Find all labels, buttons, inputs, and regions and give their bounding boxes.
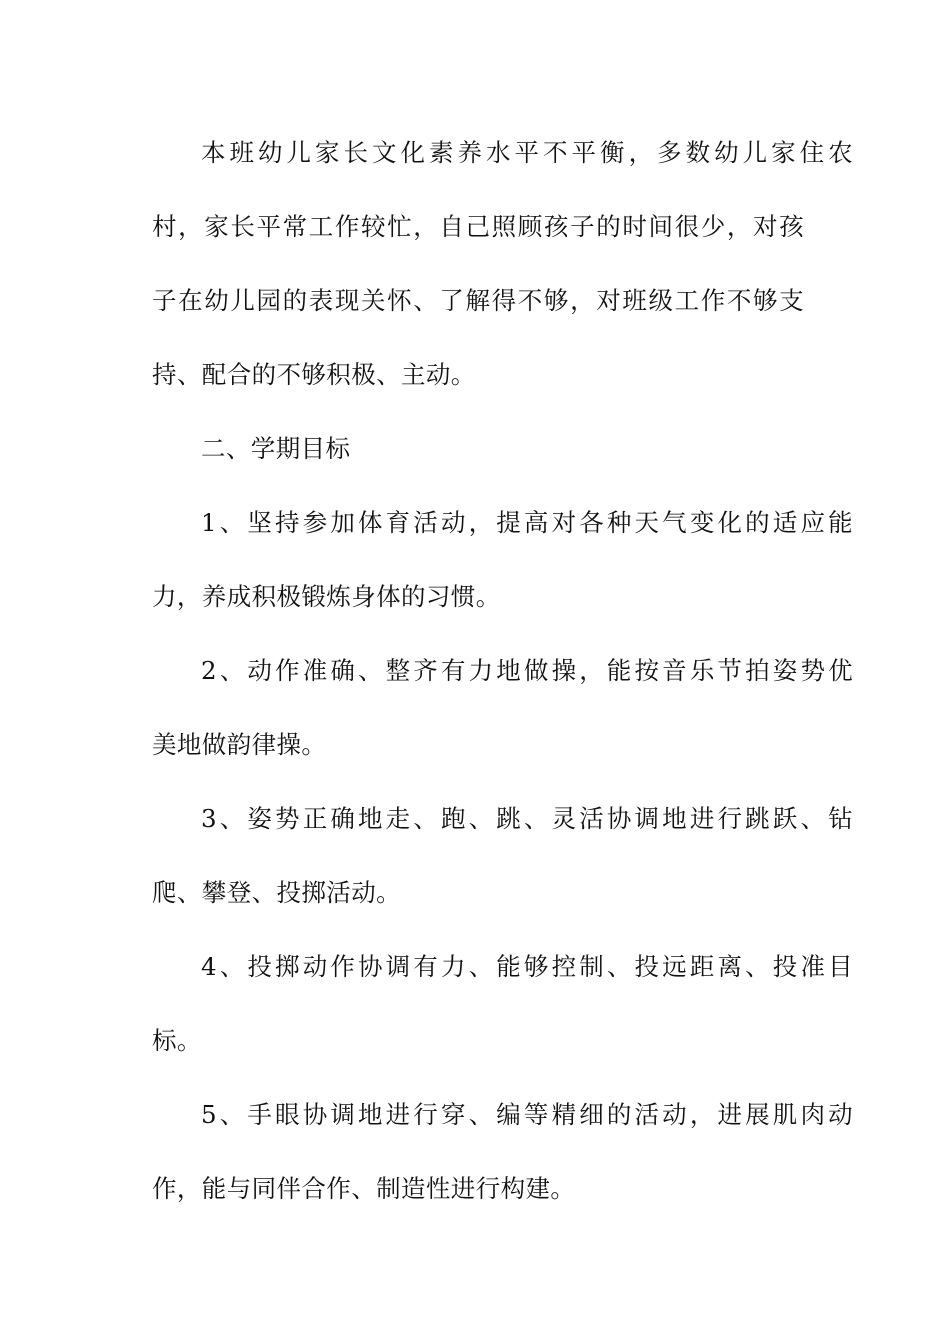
goal-item-line: 爬、攀登、投掷活动。: [152, 878, 401, 907]
paragraph-line: 本班幼儿家长文化素养水平不平衡，多数幼儿家住农: [201, 138, 853, 167]
goal-item-line: 2、动作准确、整齐有力地做操，能按音乐节拍姿势优: [201, 656, 853, 685]
goal-item-line: 标。: [152, 1026, 202, 1055]
paragraph-line: 村，家长平常工作较忙，自己照顾孩子的时间很少，对孩: [152, 212, 804, 241]
paragraph-line: 子在幼儿园的表现关怀、了解得不够，对班级工作不够支: [152, 286, 804, 315]
goal-item-line: 美地做韵律操。: [152, 730, 327, 759]
document-body: [152, 128, 853, 1238]
goal-item-line: 作，能与同伴合作、制造性进行构建。: [152, 1174, 576, 1203]
goal-item-line: 1、坚持参加体育活动，提高对各种天气变化的适应能: [201, 508, 853, 537]
goal-item-line: 5、手眼协调地进行穿、编等精细的活动，进展肌肉动: [201, 1100, 853, 1129]
section-heading: 二、学期目标: [201, 434, 351, 463]
goal-item-line: 力，养成积极锻炼身体的习惯。: [152, 582, 501, 611]
goal-item-line: 4、投掷动作协调有力、能够控制、投远距离、投准目: [201, 952, 853, 981]
paragraph-line: 持、配合的不够积极、主动。: [152, 360, 476, 389]
goal-item-line: 3、姿势正确地走、跑、跳、灵活协调地进行跳跃、钻: [201, 804, 853, 833]
